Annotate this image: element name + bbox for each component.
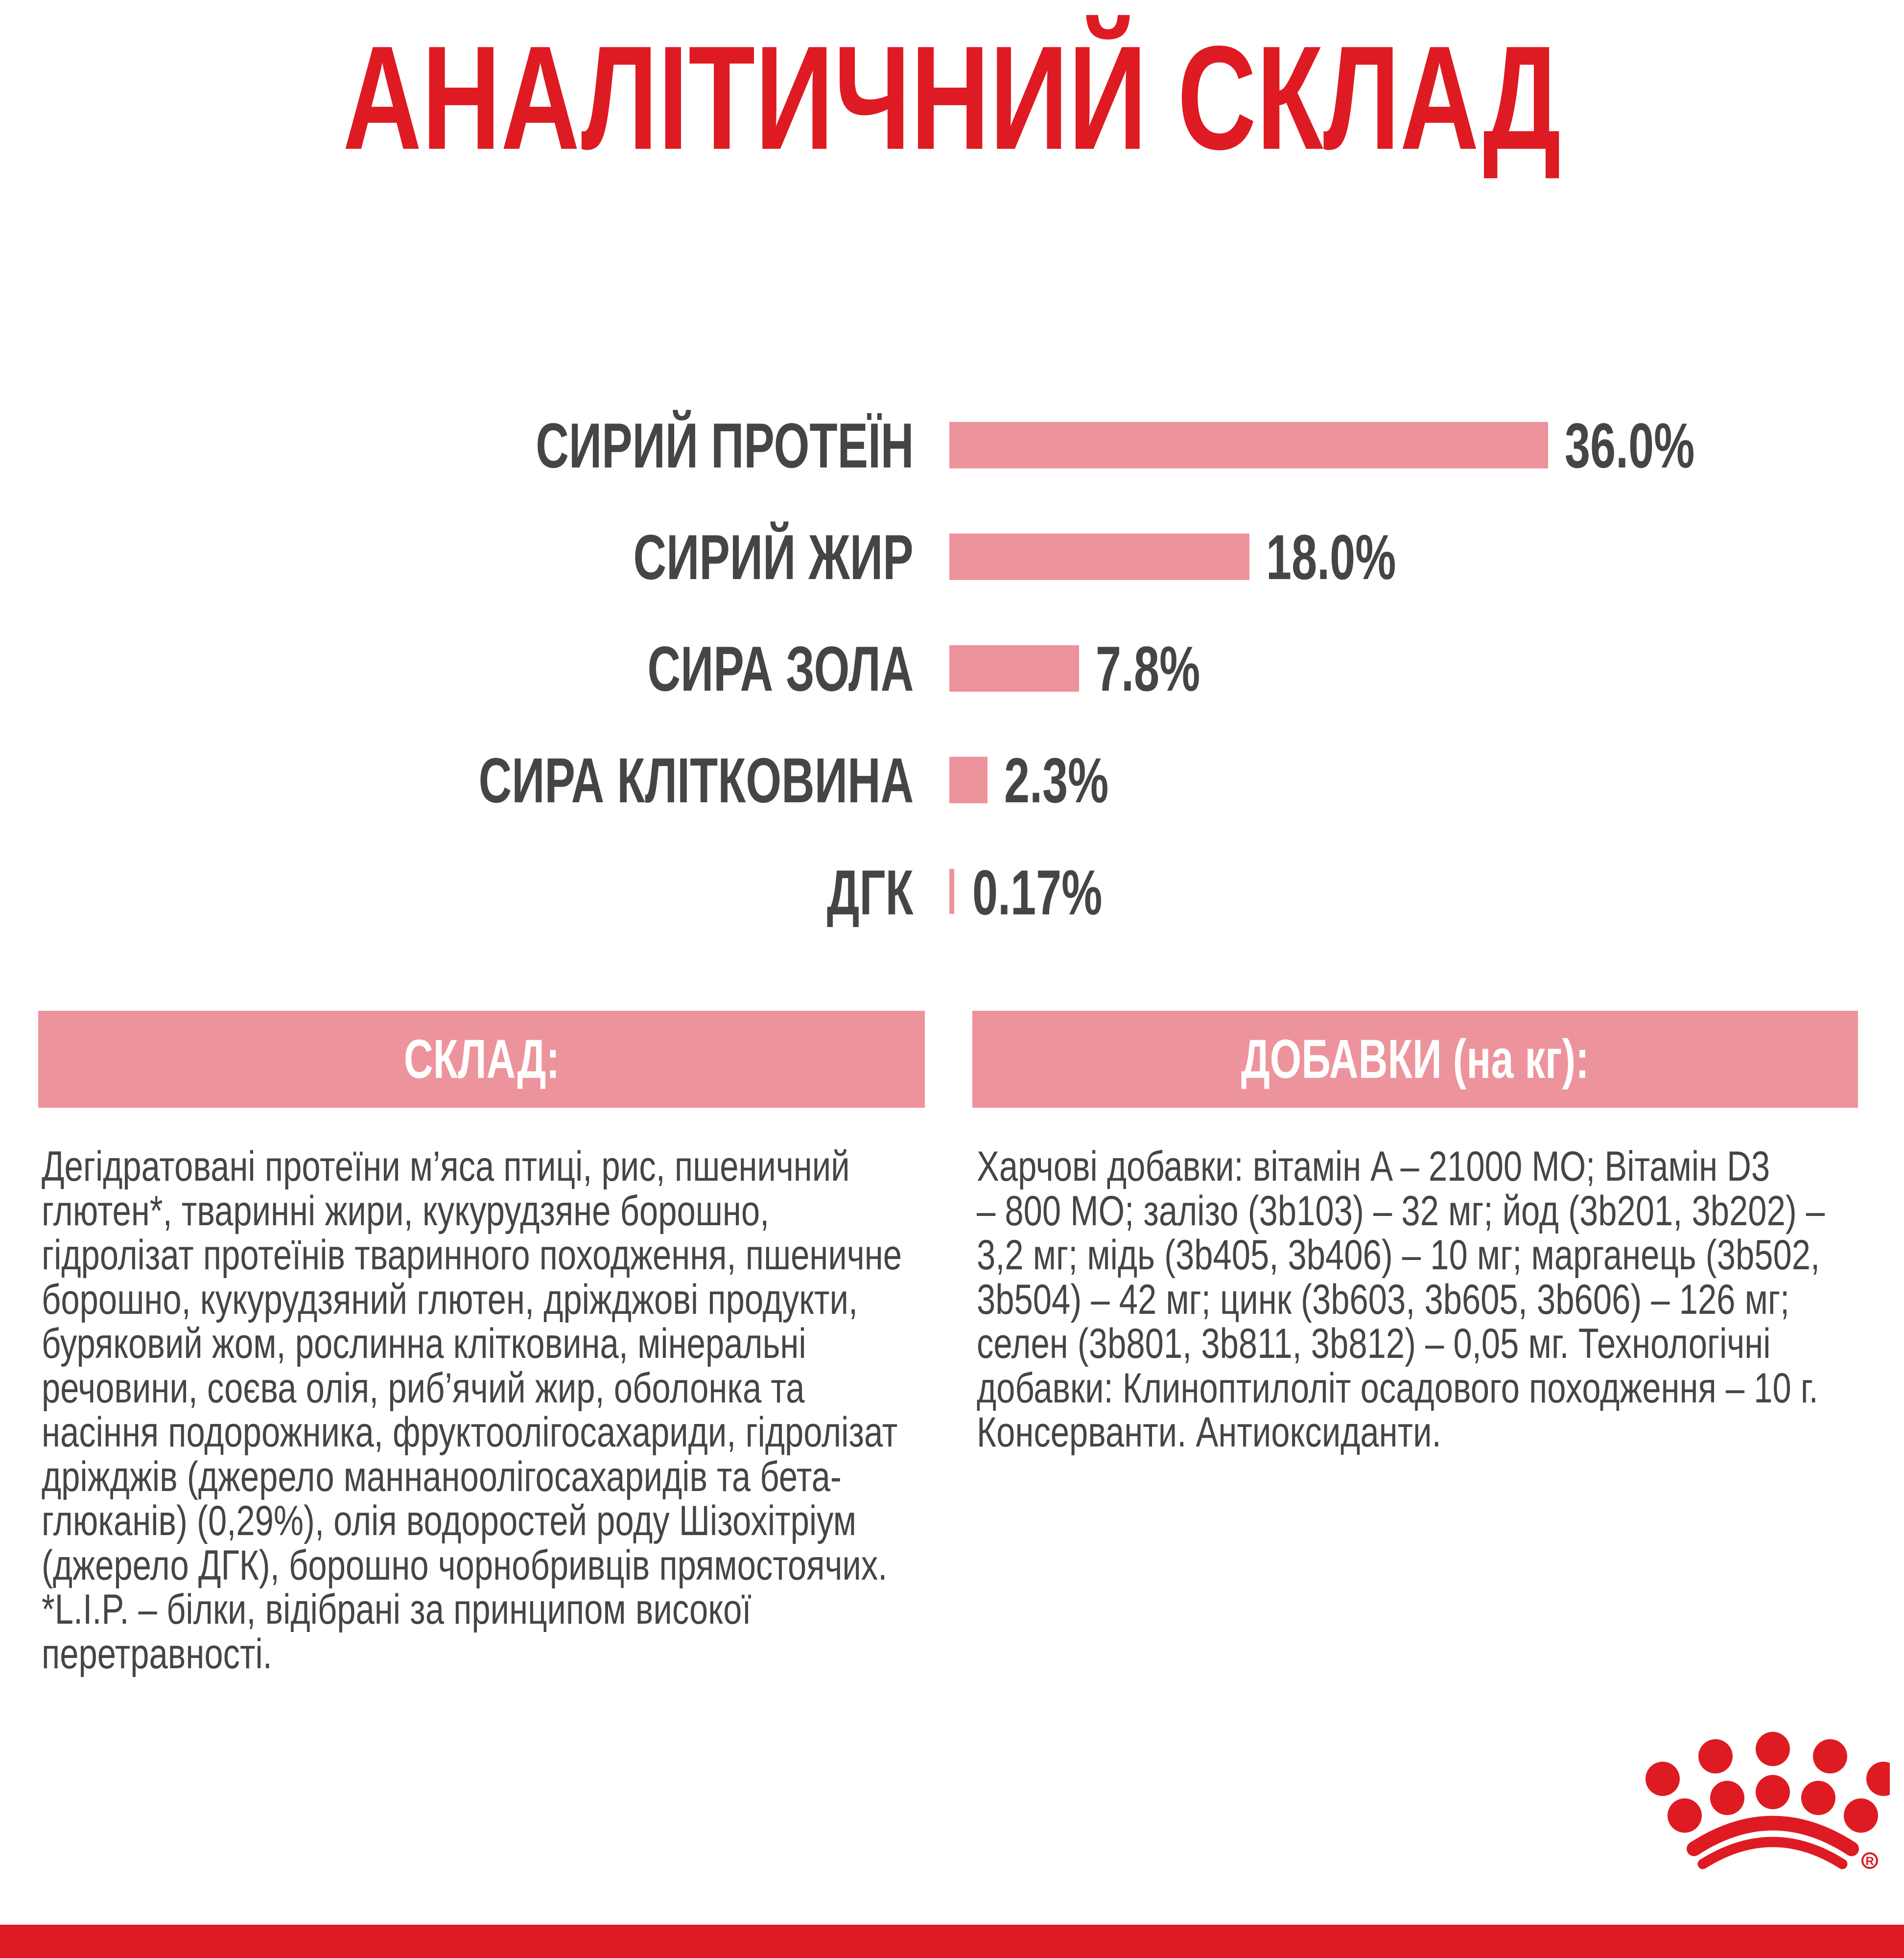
bar-protein <box>949 422 1548 468</box>
bar-fiber <box>949 757 987 803</box>
chart-row-fat <box>0 521 1904 593</box>
row-label: СИРА КЛІТКОВИНА <box>478 745 914 816</box>
composition-line: буряковий жом, рослинна клітковина, мінеральні <box>42 1320 806 1367</box>
svg-text:R: R <box>1865 1855 1874 1868</box>
composition-line: Дегідратовані протеїни м’яса птиці, рис, пшеничний <box>42 1143 850 1190</box>
chart-row-dha <box>0 857 1904 928</box>
chart-row-protein <box>0 410 1904 481</box>
row-value: 36.0% <box>1565 410 1695 481</box>
composition-line: *L.I.P. – білки, відібрані за принципом високої <box>42 1586 752 1633</box>
additives-line: – 800 МО; залізо (3b103) – 32 мг; йод (3b201, 3b202) – <box>977 1187 1825 1235</box>
bar-fat <box>949 534 1249 580</box>
composition-line: борошно, кукурудзяний глютен, дріжджові продукти, <box>42 1276 858 1323</box>
bar-ash <box>949 645 1079 692</box>
row-value: 2.3% <box>1004 745 1109 816</box>
row-label: СИРИЙ ЖИР <box>633 521 914 593</box>
composition-line: речовини, соєва олія, риб’ячий жир, оболонка та <box>42 1364 805 1412</box>
additives-line: Харчові добавки: вітамін A – 21000 МО; Вітамін D3 <box>977 1143 1770 1190</box>
composition-text <box>42 1144 1117 1676</box>
composition-line: перетравності. <box>42 1630 272 1678</box>
additives-line: Консерванти. Антиоксиданти. <box>977 1409 1441 1456</box>
page-title-text: АНАЛІТИЧНИЙ СКЛАД <box>343 15 1561 180</box>
composition-line: глюканів) (0,29%), олія водоростей роду Шізохітріум <box>42 1497 857 1544</box>
additives-line: 3b504) – 42 мг; цинк (3b603, 3b605, 3b606) – 126 мг; <box>977 1276 1790 1323</box>
composition-line: дріжджів (джерело маннаноолігосахаридів та бета- <box>42 1453 842 1500</box>
crown-icon <box>1635 1723 1890 1889</box>
additives-line: 3,2 мг; мідь (3b405, 3b406) – 10 мг; марганець (3b502, <box>977 1232 1820 1279</box>
additives-text <box>977 1144 1904 1455</box>
row-label: СИРА ЗОЛА <box>647 633 914 704</box>
composition-line: насіння подорожника, фруктоолігосахариди, гідролізат <box>42 1409 898 1456</box>
additives-header <box>972 1011 1858 1108</box>
chart-row-ash <box>0 633 1904 704</box>
composition-header <box>38 1011 925 1108</box>
composition-header-text: СКЛАД: <box>403 1028 560 1090</box>
page-title <box>0 10 1904 186</box>
chart-row-fiber <box>0 745 1904 816</box>
row-value: 18.0% <box>1266 521 1396 593</box>
additives-line: добавки: Клиноптилоліт осадового походження – 10 г. <box>977 1364 1818 1412</box>
row-label: СИРИЙ ПРОТЕЇН <box>535 410 914 481</box>
footer-bar <box>0 1925 1904 1958</box>
bar-dha <box>949 869 954 914</box>
additives-header-text: ДОБАВКИ (на кг): <box>1241 1028 1589 1090</box>
composition-line: гідролізат протеїнів тваринного походження, пшеничне <box>42 1232 902 1279</box>
composition-line: глютен*, тваринні жири, кукурудзяне борошно, <box>42 1187 770 1235</box>
row-value: 7.8% <box>1096 633 1200 704</box>
registered-mark-icon <box>1862 1853 1877 1868</box>
row-label: ДГК <box>827 857 914 928</box>
composition-line: (джерело ДГК), борошно чорнобривців прямостоячих. <box>42 1541 888 1589</box>
additives-line: селен (3b801, 3b811, 3b812) – 0,05 мг. Технологічні <box>977 1320 1771 1367</box>
row-value: 0.17% <box>972 857 1103 928</box>
